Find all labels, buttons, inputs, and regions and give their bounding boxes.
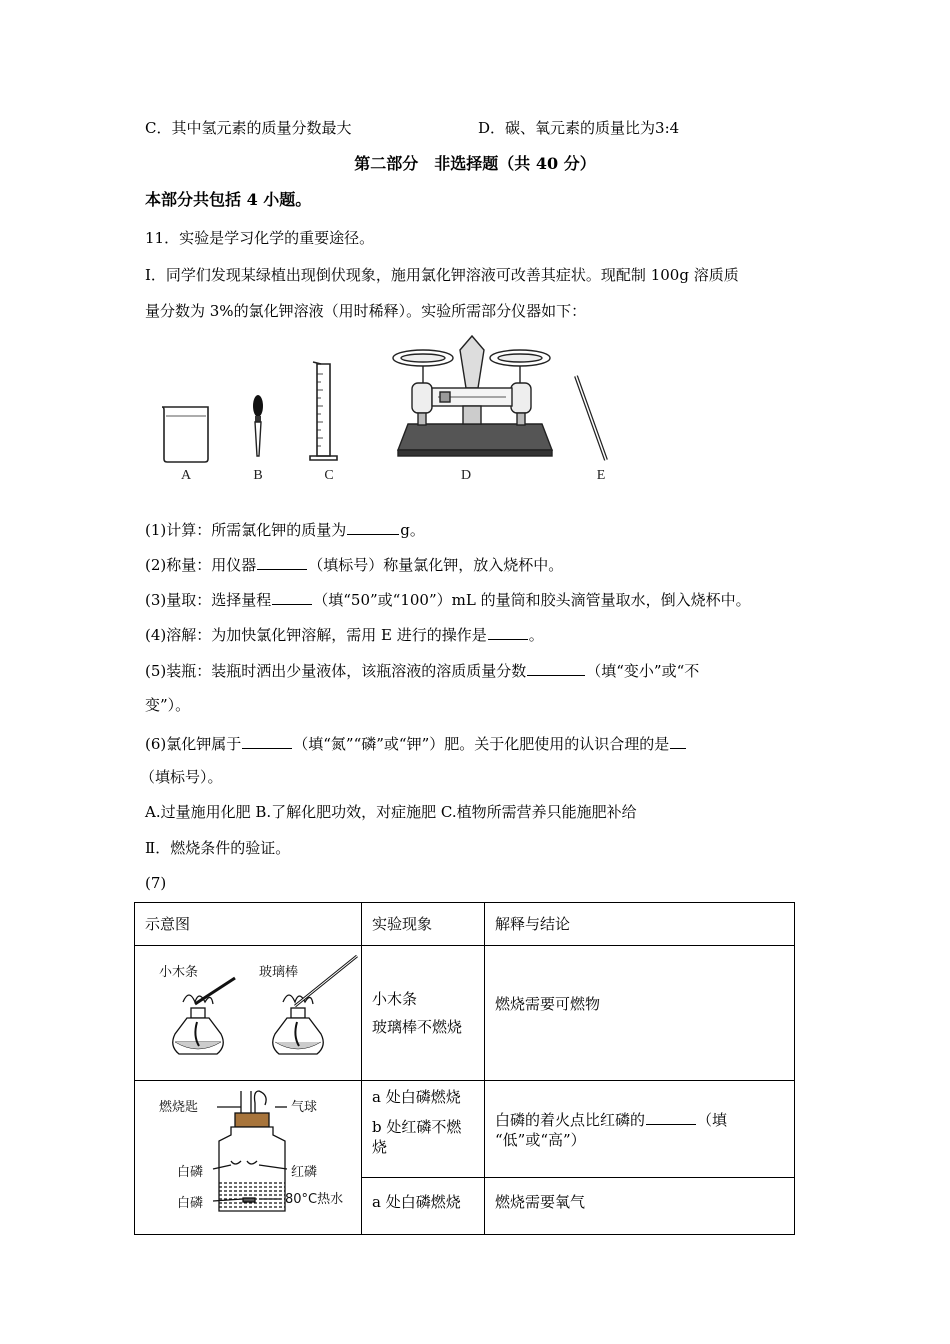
balloon-label: 气球 [291, 1100, 318, 1115]
glass-rod-icon [576, 376, 606, 460]
conclusion-cell-3 [485, 1177, 795, 1234]
phosphorus-diagram [135, 1081, 361, 1229]
diagram-cell-1 [135, 946, 362, 1081]
sub4-tail: 。 [528, 626, 544, 644]
answer-blank-3[interactable] [272, 588, 312, 605]
sub3-text: (3)量取：选择量程 [145, 591, 272, 609]
sub4 [145, 623, 544, 645]
experiment-table [134, 902, 795, 1235]
rod-label: 玻璃棒 [259, 965, 299, 980]
phenomenon-2c: 烧 [372, 1138, 388, 1156]
sub6-mid: （填“氮”“磷”或“钾”）肥。关于化肥使用的认识合理的是 [293, 735, 670, 753]
conclusion-2a: 白磷的着火点比红磷的 （填 [495, 1108, 784, 1130]
sub5-cont: 变”）。 [145, 696, 191, 714]
beaker-icon [162, 407, 208, 462]
sub1 [145, 518, 425, 540]
sub2-tail: （填标号）称量氯化钾，放入烧杯中。 [308, 556, 564, 574]
conclusion-cell-2 [485, 1081, 795, 1178]
phenomenon-cell-2 [362, 1081, 485, 1178]
phenomenon-3: a 处白磷燃烧 [372, 1192, 461, 1211]
part2-title: Ⅱ．燃烧条件的验证。 [145, 839, 291, 857]
label-e: E [596, 468, 606, 483]
phenomenon-2a: a 处白磷燃烧 [372, 1088, 461, 1106]
balance-icon [393, 336, 552, 456]
label-d: D [460, 468, 472, 483]
phenomenon-1b: 玻璃棒不燃烧 [372, 1018, 463, 1036]
rp-label: 红磷 [291, 1165, 318, 1180]
answer-blank-2[interactable] [257, 553, 307, 570]
fertilizer-choices: A.过量施用化肥 B.了解化肥功效，对症施肥 C.植物所需营养只能施肥补给 [145, 803, 637, 821]
answer-blank-7[interactable] [670, 732, 686, 749]
answer-blank-5[interactable] [527, 659, 585, 676]
phenomenon-cell-1 [362, 946, 485, 1081]
label-c: C [324, 468, 334, 483]
sub3-tail: （填“50”或“100”）mL 的量筒和胶头滴管量取水，倒入烧杯中。 [313, 591, 751, 609]
sub1-unit: g。 [400, 521, 425, 539]
wp2-label: 白磷 [177, 1196, 204, 1211]
sub6-text: (6)氯化钾属于 [145, 735, 242, 753]
sub7-label: (7) [145, 874, 167, 892]
section-note: 本部分共包括 4 小题。 [145, 190, 312, 209]
sub2 [145, 553, 563, 575]
phenomenon-cell-3 [362, 1177, 485, 1234]
answer-blank-8[interactable] [646, 1108, 696, 1125]
diagram-cell-2 [135, 1081, 362, 1235]
header-conclusion: 解释与结论 [485, 903, 795, 946]
answer-blank-6[interactable] [242, 732, 292, 749]
q11-part1-line2: 量分数为 3%的氯化钾溶液（用时稀释）。实验所需部分仪器如下： [145, 302, 587, 320]
measuring-cylinder-icon [310, 362, 337, 460]
option-d: D．碳、氧元素的质量比为3:4 [478, 119, 680, 137]
answer-blank-1[interactable] [347, 518, 399, 535]
q11-part1-line1: Ⅰ．同学们发现某绿植出现倒伏现象，施用氯化钾溶液可改善其症状。现配制 100g 溶质质 [145, 266, 739, 284]
spoon-label: 燃烧匙 [159, 1100, 199, 1115]
header-diagram: 示意图 [135, 903, 362, 946]
conclusion-2b: “低”或“高”） [495, 1130, 586, 1149]
dropper-icon [253, 395, 263, 456]
sub5-tail: （填“变小”或“不 [586, 662, 700, 680]
sub5-text: (5)装瓶：装瓶时洒出少量液体，该瓶溶液的溶质质量分数 [145, 662, 527, 680]
sub3 [145, 588, 751, 610]
label-b: B [253, 468, 263, 483]
sub1-text: (1)计算：所需氯化钾的质量为 [145, 521, 347, 539]
phenomenon-1a: 小木条 [372, 990, 418, 1008]
section-title: 第二部分 非选择题（共 40 分） [354, 154, 596, 173]
sub6-cont: （填标号）。 [140, 768, 223, 786]
sub4-text: (4)溶解：为加快氯化钾溶解，需用 E 进行的操作是 [145, 626, 487, 644]
lamp-diagram [135, 946, 361, 1075]
water-label: 80°C热水 [285, 1192, 344, 1207]
q11-stem: 11．实验是学习化学的重要途径。 [145, 229, 375, 247]
conclusion-1: 燃烧需要可燃物 [495, 995, 601, 1013]
sub6 [145, 732, 687, 754]
answer-blank-4[interactable] [488, 623, 528, 640]
label-a: A [180, 468, 192, 483]
conclusion-3: 燃烧需要氧气 [495, 1192, 586, 1211]
instruments-figure [150, 328, 630, 488]
phenomenon-2b: b 处红磷不燃 [372, 1118, 462, 1136]
sub2-text: (2)称量：用仪器 [145, 556, 257, 574]
option-c: C．其中氢元素的质量分数最大 [145, 119, 352, 137]
wood-label: 小木条 [159, 965, 199, 980]
header-phenomenon: 实验现象 [362, 903, 485, 946]
wp1-label: 白磷 [177, 1165, 204, 1180]
sub5 [145, 659, 699, 681]
conclusion-cell-1 [485, 946, 795, 1081]
